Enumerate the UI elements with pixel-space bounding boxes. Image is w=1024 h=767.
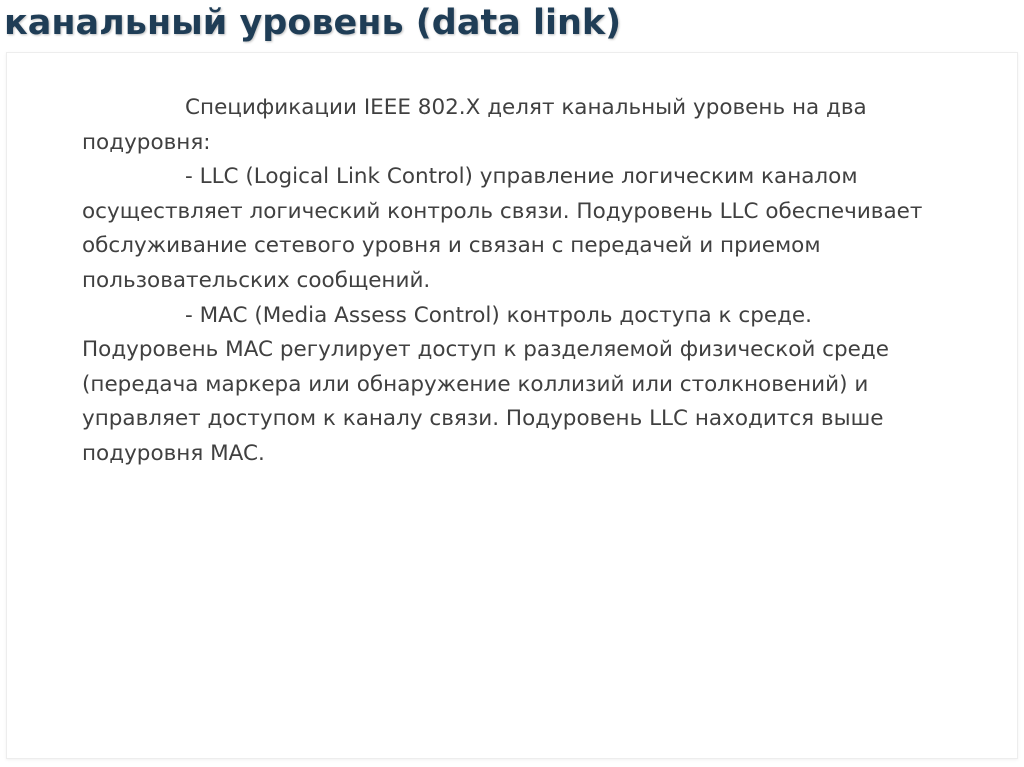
paragraph-llc: [82, 160, 942, 298]
paragraph-intro-text: Спецификации IEEE 802.X делят канальный уровень на два подуровня:: [82, 95, 867, 155]
paragraph-mac-text: - MAC (Media Assess Control) контроль доступа к среде. Подуровень MAC регулирует доступ к разделяемой физической среде (передача маркера или обнаружение коллизий или столкновений) и управляет доступом к каналу связи. Подуровень LLC находится выше подуровня MAC.: [82, 302, 889, 466]
paragraph-intro: [82, 91, 942, 160]
slide-body: [82, 91, 942, 472]
slide-title: канальный уровень (data link): [4, 3, 622, 43]
paragraph-mac: [82, 299, 942, 472]
paragraph-llc-text: - LLC (Logical Link Control) управление логическим каналом осуществляет логический контроль связи. Подуровень LLC обеспечивает обслуживание сетевого уровня и связан с передачей и приемом пользовательских сообщений.: [82, 164, 923, 293]
